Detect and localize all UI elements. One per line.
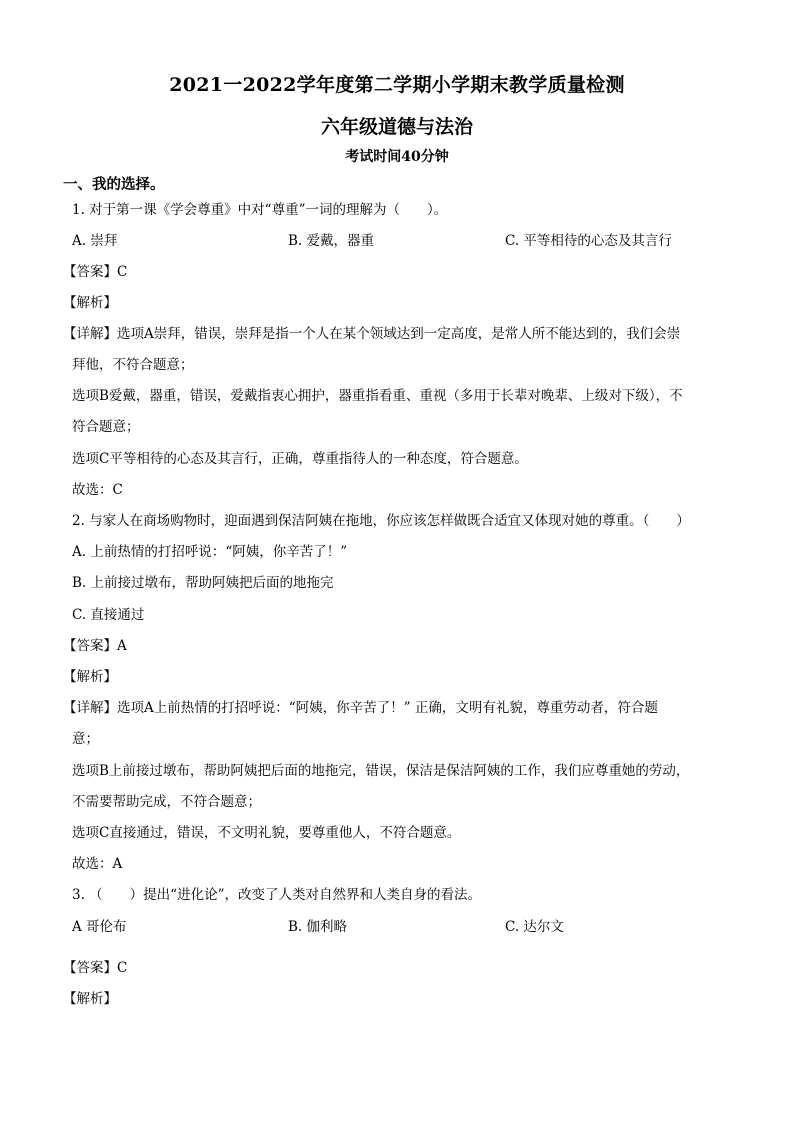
q2-stem: 2. 与家人在商场购物时，迎面遇到保洁阿姨在拖地，你应该怎样做既合适宜又体现对她的尊重。（ ） (72, 513, 690, 529)
q1-stem: 1. 对于第一课《学会尊重》中对“尊重”一词的理解为（ ）。 (72, 202, 448, 218)
q1-detail-line-5: 选项C平等相待的心态及其言行，正确，尊重指待人的一种态度，符合题意。 (72, 451, 528, 467)
q1-detail-line-3: 选项B爱戴，器重，错误，爱戴指衷心拥护，器重指看重、重视（多用于长辈对晚辈、上级对下级），不 (72, 388, 683, 404)
q1-detail-line-1 (63, 324, 680, 344)
answer-tag: 【答案】 (63, 264, 117, 280)
q1-detail-line-4: 符合题意； (72, 419, 140, 435)
q1-analysis-tag: 【解析】 (63, 295, 117, 311)
q2-option-b: B. 上前接过墩布，帮助阿姨把后面的地拖完 (72, 575, 334, 591)
q3-option-a: A 哥伦布 (72, 919, 127, 935)
q2-choose: 故选：A (72, 856, 123, 872)
q1-detail-text-1: 选项A崇拜，错误，崇拜是指一个人在某个领域达到一定高度，是常人所不能达到的，我们会崇 (117, 326, 681, 342)
q2-answer-row (63, 636, 127, 656)
exam-subject: 六年级道德与法治 (320, 116, 473, 138)
q2-detail-line-5: 选项C直接通过，错误，不文明礼貌，要尊重他人，不符合题意。 (72, 825, 461, 841)
q3-analysis-tag: 【解析】 (63, 991, 117, 1007)
q2-option-c: C. 直接通过 (72, 607, 145, 623)
q2-detail-line-2: 意； (72, 731, 99, 747)
q2-detail-line-1 (63, 698, 658, 718)
detail-tag: 【详解】 (63, 326, 117, 342)
q1-answer: C (117, 264, 128, 280)
exam-time: 考试时间40分钟 (345, 149, 449, 165)
answer-tag: 【答案】 (63, 960, 117, 976)
q1-detail-line-2: 拜他，不符合题意； (72, 357, 194, 373)
q3-option-b: B. 伽利略 (288, 919, 348, 935)
section-heading: 一、我的选择。 (63, 176, 165, 193)
answer-tag: 【答案】 (63, 638, 117, 654)
q2-analysis-tag: 【解析】 (63, 669, 117, 685)
detail-tag: 【详解】 (63, 700, 117, 716)
exam-title: 2021一2022学年度第二学期小学期末教学质量检测 (169, 74, 625, 96)
q3-answer: C (117, 960, 128, 976)
q2-detail-line-3: 选项B上前接过墩布，帮助阿姨把后面的地拖完，错误，保洁是保洁阿姨的工作，我们应尊重她的劳动， (72, 763, 690, 779)
q3-stem: 3. （ ）提出“进化论”，改变了人类对自然界和人类自身的看法。 (72, 887, 481, 903)
q3-option-c: C. 达尔文 (505, 919, 564, 935)
q3-answer-row (63, 958, 127, 978)
q2-option-a: A. 上前热情的打招呼说：“阿姨，你辛苦了！” (72, 544, 348, 560)
q1-option-a: A. 崇拜 (72, 233, 118, 249)
q2-detail-text-1: 选项A上前热情的打招呼说：“阿姨，你辛苦了！” 正确，文明有礼貌，尊重劳动者，符合题 (117, 700, 658, 716)
q2-detail-line-4: 不需要帮助完成，不符合题意； (72, 794, 261, 810)
q2-answer: A (117, 638, 127, 654)
q1-option-b: B. 爱戴，器重 (288, 233, 375, 249)
q1-choose: 故选：C (72, 482, 123, 498)
q1-answer-row (63, 262, 127, 282)
q1-option-c: C. 平等相待的心态及其言行 (505, 233, 672, 249)
